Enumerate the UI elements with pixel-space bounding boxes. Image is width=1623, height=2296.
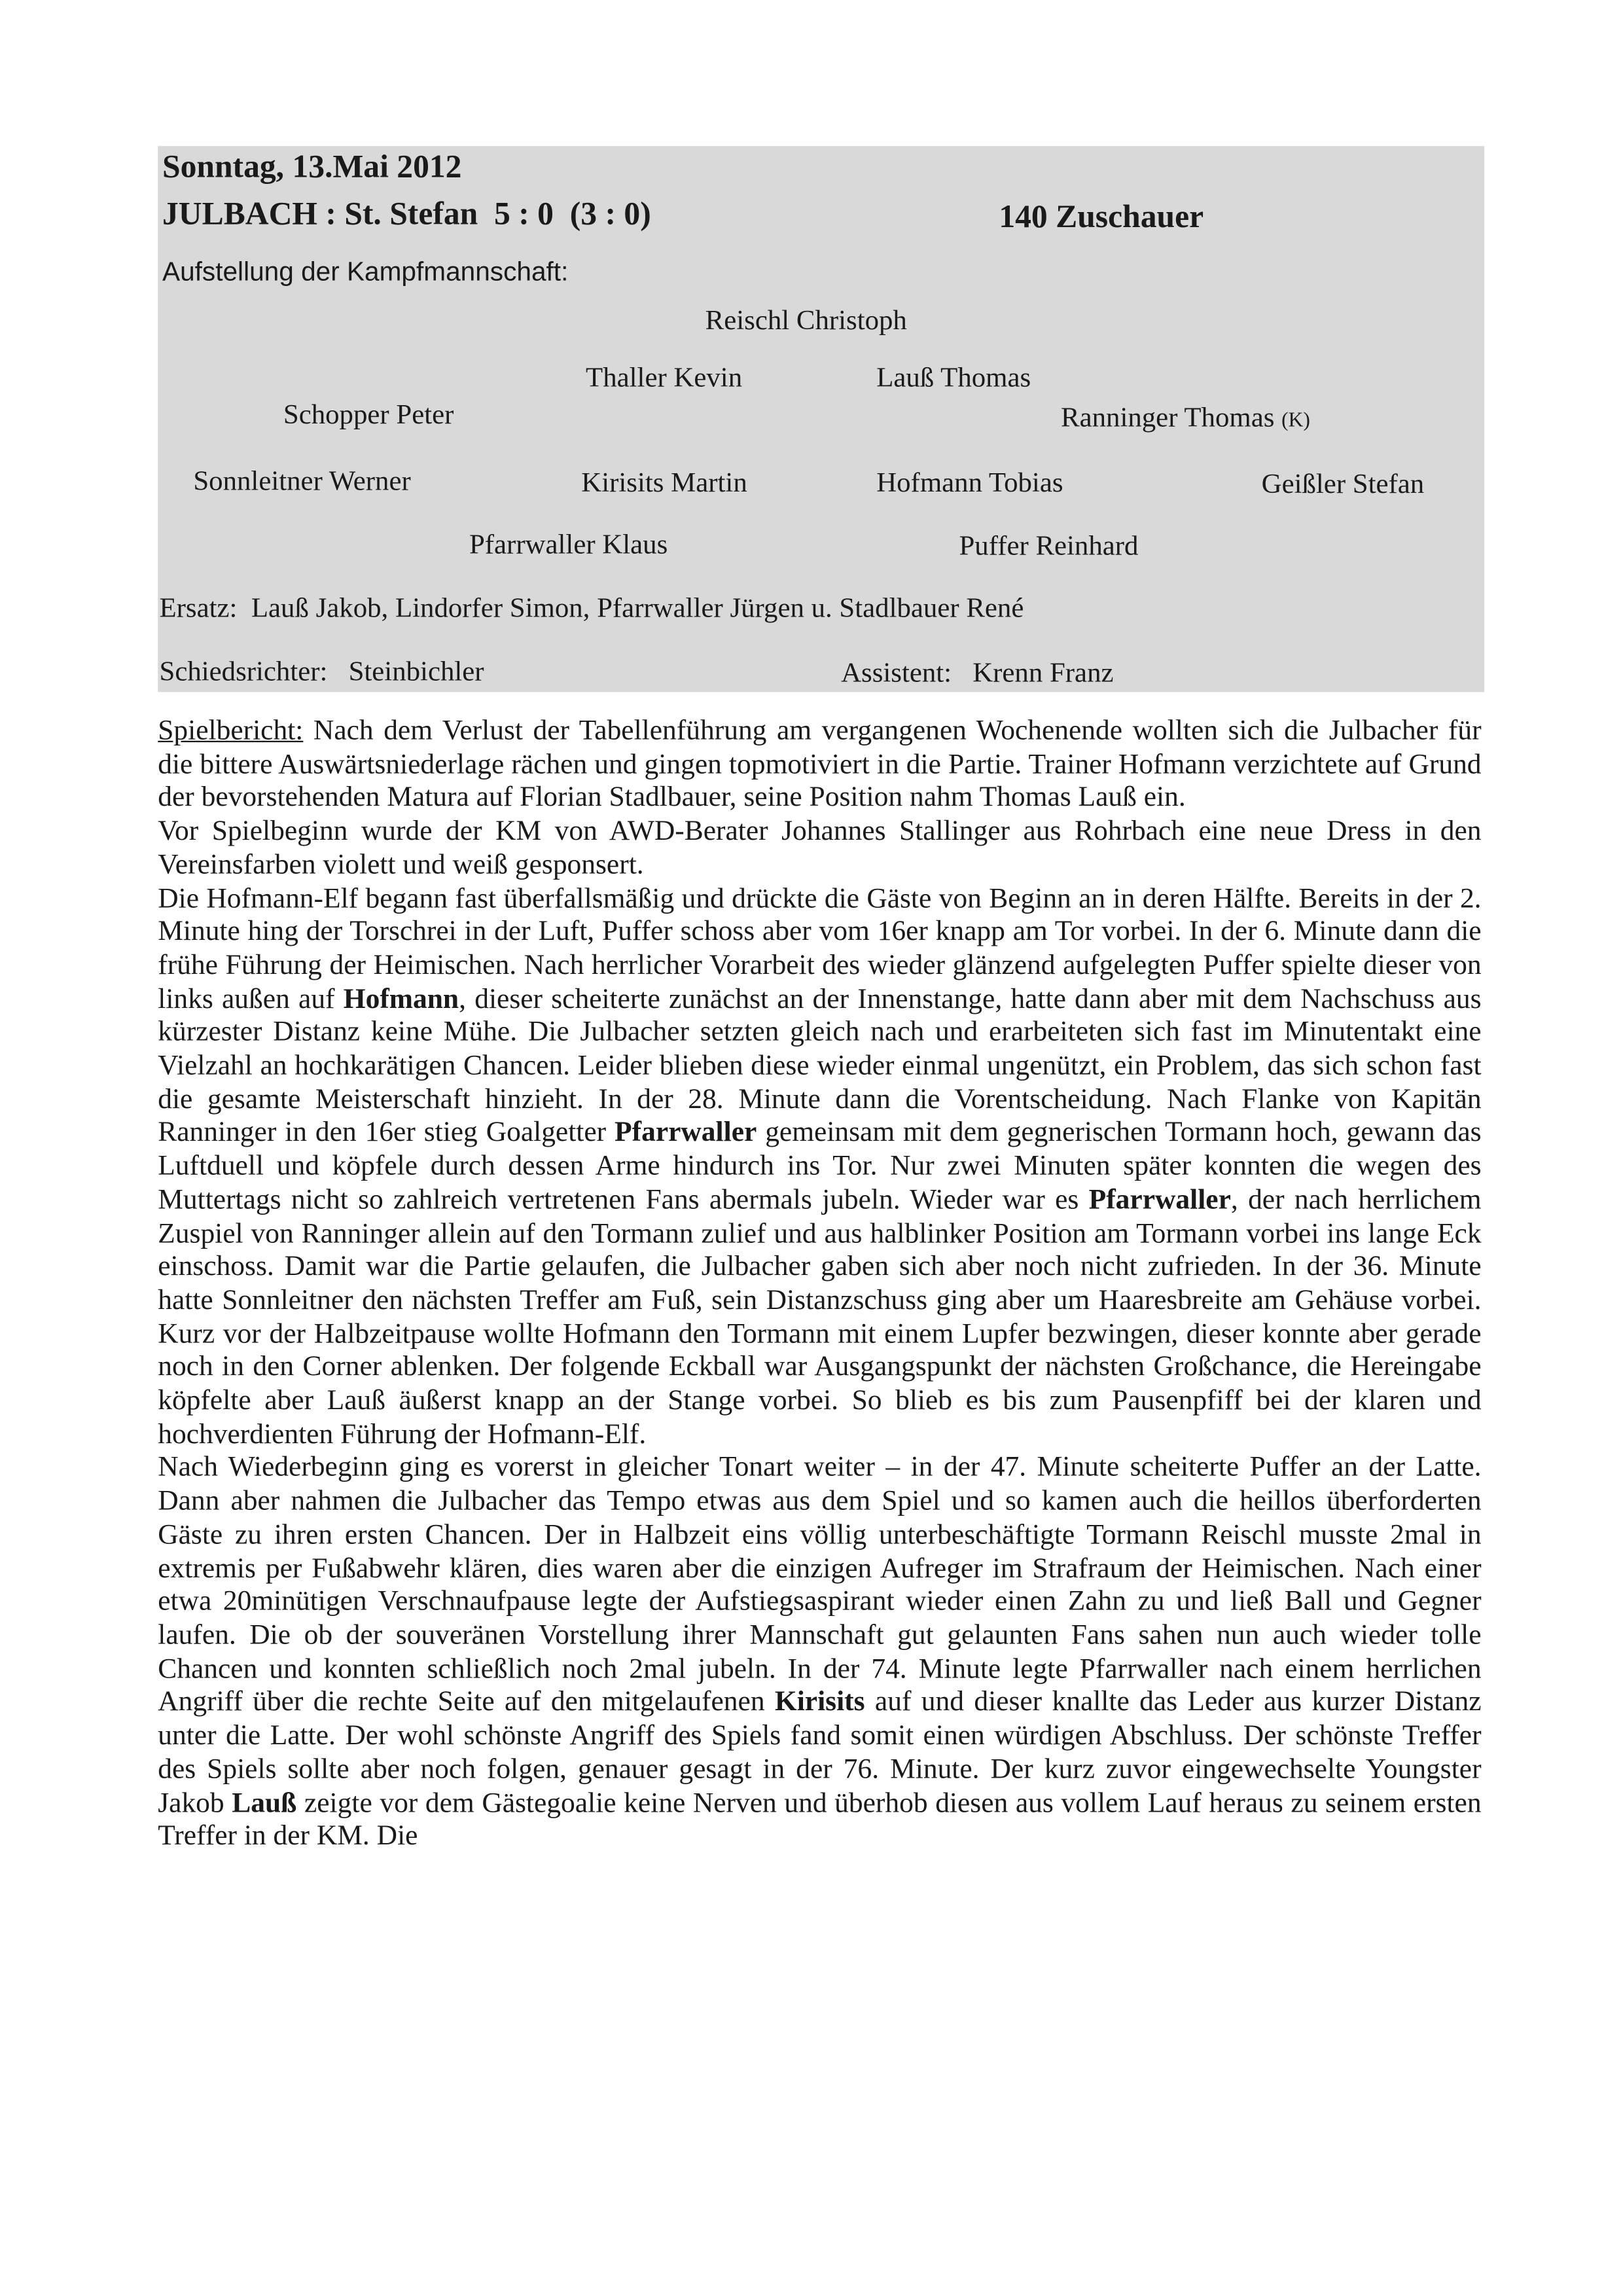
player-puffer: Puffer Reinhard: [959, 531, 1139, 562]
referee-label: Schiedsrichter:: [159, 656, 328, 688]
match-date: Sonntag, 13.Mai 2012: [162, 147, 462, 185]
scorer-name: Kirisits: [774, 1687, 865, 1719]
lineup-label: Aufstellung der Kampfmannschaft:: [162, 257, 569, 287]
scorer-name: Pfarrwaller: [1088, 1185, 1231, 1216]
player-lauss-thomas: Lauß Thomas: [876, 363, 1031, 394]
player-kirisits: Kirisits Martin: [581, 467, 747, 499]
referee-name: Steinbichler: [348, 656, 484, 688]
match-result: JULBACH : St. Stefan 5 : 0 (3 : 0): [162, 194, 651, 232]
report-paragraph: Spielbericht: Nach dem Verlust der Tabellenführung am vergangenen Wochenende wollten sich die Julbacher für die bittere Auswärtsniederlage rächen und gingen topmotiviert in die Partie. Trainer Hofmann verzichtete auf Grund der bevorstehenden Matura auf Florian Stadlbauer, seine Position nahm Thomas Lauß ein.: [158, 715, 1482, 814]
player-schopper: Schopper Peter: [283, 399, 454, 431]
scorer-name: Lauß: [232, 1787, 297, 1819]
substitutes-label: Ersatz:: [159, 593, 238, 624]
report-paragraph: Vor Spielbeginn wurde der KM von AWD-Berater Johannes Stallinger aus Rohrbach eine neue Dress in den Vereinsfarben violett und weiß gesponsert.: [158, 816, 1482, 881]
substitutes-names: Lauß Jakob, Lindorfer Simon, Pfarrwaller Jürgen u. Stadlbauer René: [251, 593, 1024, 624]
captain-mark: (K): [1281, 410, 1310, 433]
match-report: [158, 715, 1481, 1854]
player-sonnleitner: Sonnleitner Werner: [193, 466, 411, 497]
assistant-label: Assistent:: [841, 658, 952, 689]
player-geissler: Geißler Stefan: [1261, 469, 1425, 501]
referee-line: [159, 656, 484, 689]
assistant-name: Krenn Franz: [972, 658, 1114, 689]
scorer-name: Pfarrwaller: [615, 1117, 757, 1149]
player-goalkeeper: Reischl Christoph: [705, 305, 907, 337]
player-pfarrwaller: Pfarrwaller Klaus: [469, 529, 668, 561]
player-hofmann: Hofmann Tobias: [876, 467, 1063, 499]
assistant-line: [841, 658, 1113, 691]
scorer-name: Hofmann: [343, 983, 459, 1015]
report-paragraph: Die Hofmann-Elf begann fast überfallsmäßig und drückte die Gäste von Beginn an in deren Hälfte. Bereits in der 2. Minute hing der Torschrei in der Luft, Puffer schoss aber vom 16er knapp am Tor vorbei. In der 6. Minute dann die frühe Führung der Heimischen. Nach herrlicher Vorarbeit des wieder glänzend aufgelegten Puffer spielte dieser von links außen auf Hofmann, dieser scheiterte zunächst an der Innenstange, hatte dann aber mit dem Nachschuss aus kürzester Distanz keine Mühe. Die Julbacher setzten gleich nach und erarbeiteten sich fast im Minutentakt eine Vielzahl an hochkarätigen Chancen. Leider blieben diese wieder einmal ungenützt, ein Problem, das sich schon fast die gesamte Meisterschaft hinzieht. In der 28. Minute dann die Vorentscheidung. Nach Flanke von Kapitän Ranninger in den 16er stieg Goalgetter Pfarrwaller gemeinsam mit dem gegnerischen Tormann hoch, gewann das Luftduell und köpfele durch dessen Arme hindurch ins Tor. Nur zwei Minuten später konnten die wegen des Muttertags nicht so zahlreich vertretenen Fans abermals jubeln. Wieder war es Pfarrwaller, der nach herrlichem Zuspiel von Ranninger allein auf den Tormann zulief und aus halblinker Position am Tormann vorbei ins lange Eck einschoss. Damit war die Partie gelaufen, die Julbacher gaben sich aber noch nicht zufrieden. In der 36. Minute hatte Sonnleitner den nächsten Treffer am Fuß, sein Distanzschuss ging aber um Haaresbreite am Gehäuse vorbei. Kurz vor der Halbzeitpause wollte Hofmann den Tormann mit einem Lupfer bezwingen, dieser konnte aber gerade noch in den Corner ablenken. Der folgende Eckball war Ausgangspunkt der nächsten Großchance, die Hereingabe köpfelte aber Lauß äußerst knapp an der Stange vorbei. So blieb es bis zum Pausenpfiff bei der klaren und hochverdienten Führung der Hofmann-Elf.: [158, 883, 1482, 1450]
substitutes-line: [159, 593, 1024, 626]
report-heading: Spielbericht:: [158, 715, 304, 747]
spectator-count: 140 Zuschauer: [999, 198, 1204, 235]
player-thaller: Thaller Kevin: [586, 363, 743, 394]
player-ranninger: Ranninger Thomas (K): [1061, 403, 1310, 434]
report-paragraph: Nach Wiederbeginn ging es vorerst in gleicher Tonart weiter – in der 47. Minute scheiterte Puffer an der Latte. Dann aber nahmen die Julbacher das Tempo etwas aus dem Spiel und so kamen auch die heillos überforderten Gäste zu ihren ersten Chancen. Der in Halbzeit eins völlig unterbeschäftigte Tormann Reischl musste 2mal in extremis per Fußabwehr klären, dies waren aber die einzigen Aufreger im Strafraum der Heimischen. Nach einer etwa 20minütigen Verschnaufpause legte der Aufstiegsaspirant wieder einen Zahn zu und ließ Ball und Gegner laufen. Die ob der souveränen Vorstellung ihrer Mannschaft gut gelaunten Fans sahen nun auch wieder tolle Chancen und konnten schließlich noch 2mal jubeln. In der 74. Minute legte Pfarrwaller nach einem herrlichen Angriff über die rechte Seite auf den mitgelaufenen Kirisits auf und dieser knallte das Leder aus kurzer Distanz unter die Latte. Der wohl schönste Angriff des Spiels fand somit einen würdigen Abschluss. Der schönste Treffer des Spiels sollte aber noch folgen, genauer gesagt in der 76. Minute. Der kurz zuvor eingewechselte Youngster Jakob Lauß zeigte vor dem Gästegoalie keine Nerven und überhob diesen aus vollem Lauf heraus zu seinem ersten Treffer in der KM. Die: [158, 1452, 1482, 1852]
